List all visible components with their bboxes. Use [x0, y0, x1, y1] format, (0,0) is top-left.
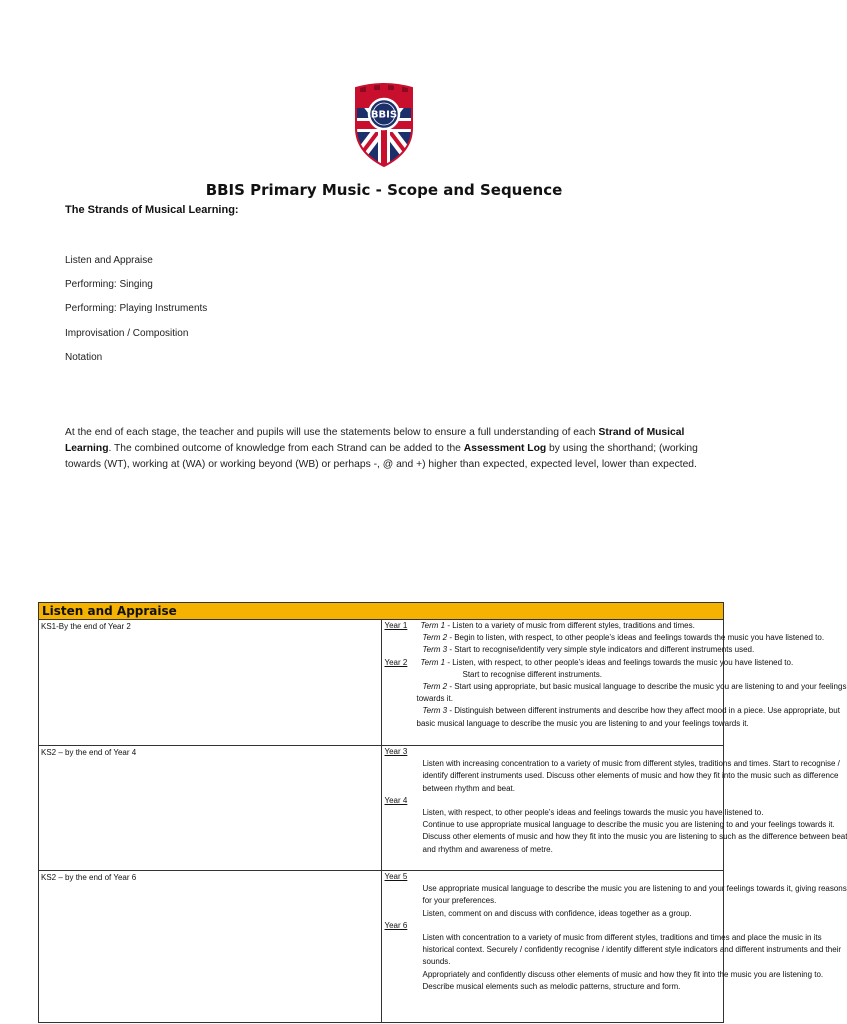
term-text: towards it. — [416, 694, 453, 704]
strand-item: Improvisation / Composition — [65, 328, 189, 339]
term-label: Term 3 — [422, 645, 448, 655]
year-label: Year 6 — [384, 920, 408, 930]
term-label: Term 1 — [420, 621, 446, 630]
stage-cell: KS2 – by the end of Year 4 — [39, 746, 382, 871]
body-text: Use appropriate musical language to describe the music you are listening to and your feelings towards it, giving reasons — [422, 884, 847, 894]
content-cell — [381, 871, 847, 1023]
body-text: Listen with increasing concentration to a variety of music from different styles, traditions and times. Start to recognise / — [422, 759, 840, 769]
strand-item: Performing: Playing Instruments — [65, 303, 208, 314]
table-header: Listen and Appraise — [39, 603, 724, 620]
term-label: Term 2 — [422, 682, 448, 692]
term-text: basic musical language to describe the music you are listening to and your feelings towards it. — [416, 718, 749, 728]
body-text: historical context. Securely / confidently recognise / identify different style indicators and different instruments and their — [422, 945, 842, 955]
stage-cell: KS1-By the end of Year 2 — [39, 620, 382, 746]
intro-text: At the end of each stage, the teacher and pupils will use the statements below to ensure a full understanding of each — [65, 427, 596, 438]
table-row — [39, 871, 724, 1023]
term-text: - Listen to a variety of music from different styles, traditions and times. — [445, 621, 695, 630]
term-label: Term 1 — [420, 657, 446, 667]
term-label: Term 3 — [422, 706, 448, 716]
intro-bold-strand: Strand of Musical Learning — [65, 427, 685, 454]
content-cell — [381, 746, 847, 871]
term-text: - Start to recognise/identify very simple style indicators and different instruments used. — [447, 645, 755, 655]
strand-item: Performing: Singing — [65, 279, 153, 290]
body-text: Describe musical elements such as melodic patterns, structure and form. — [422, 981, 681, 991]
bbis-logo-icon — [352, 82, 416, 166]
body-text: Listen, with respect, to other people’s ideas and feelings towards the music you have listened to. — [422, 808, 764, 818]
stage-cell: KS2 – by the end of Year 6 — [39, 871, 382, 1023]
year-label: Year 2 — [384, 657, 408, 667]
term-text: - Begin to listen, with respect, to other people’s ideas and feelings towards the music you have listened to. — [447, 633, 825, 643]
intro-text: . The combined outcome of knowledge from each Strand can be added to the — [108, 443, 461, 454]
term-text: Start to recognise different instruments. — [462, 669, 602, 679]
body-text: Appropriately and confidently discuss other elements of music and how they fit into the music you are listening to. — [422, 969, 824, 979]
content-cell — [381, 620, 847, 746]
year-label: Year 5 — [384, 872, 408, 881]
logo-text: BBIS — [370, 109, 398, 121]
body-text: Discuss other elements of music and how they fit into the music you are listening to such as the difference between beat — [422, 832, 847, 842]
year-label: Year 1 — [384, 621, 408, 630]
table-row — [39, 746, 724, 871]
body-text: identify different instruments used. Discuss other elements of music and how they fit into the music such as difference — [422, 771, 839, 781]
body-text: Listen with concentration to a variety of music from different styles, traditions and times and place the music in its — [422, 933, 822, 943]
body-text: Continue to use appropriate musical language to describe the music you are listening to and your feelings towards it. — [422, 820, 835, 830]
body-text: between rhythm and beat. — [422, 783, 516, 793]
page-title: BBIS Primary Music - Scope and Sequence — [205, 181, 563, 199]
intro-bold-assessment: Assessment Log — [463, 443, 547, 454]
body-text: sounds. — [422, 957, 451, 967]
listen-appraise-table — [38, 602, 847, 1023]
intro-paragraph — [65, 425, 705, 473]
section-subtitle: The Strands of Musical Learning: — [65, 204, 239, 216]
year-label: Year 3 — [384, 747, 408, 756]
term-text: - Distinguish between different instruments and describe how they affect mood in a piece. Use appropriate, but — [447, 706, 840, 716]
intro-text: by using the shorthand; (working towards (WT), working at (WA) or working beyond (WB) or perhaps -, @ and +) higher than expected, expected level, lower than expected. — [65, 443, 698, 470]
year-label: Year 4 — [384, 795, 408, 805]
strand-item: Listen and Appraise — [65, 255, 153, 266]
strand-item: Notation — [65, 352, 103, 363]
body-text: for your preferences. — [422, 896, 497, 906]
body-text: and rhythm and awareness of metre. — [422, 844, 553, 854]
term-label: Term 2 — [422, 633, 448, 643]
term-text: - Listen, with respect, to other people’s ideas and feelings towards the music you have listened to. — [445, 657, 794, 667]
table-row — [39, 620, 724, 746]
body-text: Listen, comment on and discuss with confidence, ideas together as a group. — [422, 908, 692, 918]
term-text: - Start using appropriate, but basic musical language to describe the music you are listening to and your feelings — [447, 682, 847, 692]
